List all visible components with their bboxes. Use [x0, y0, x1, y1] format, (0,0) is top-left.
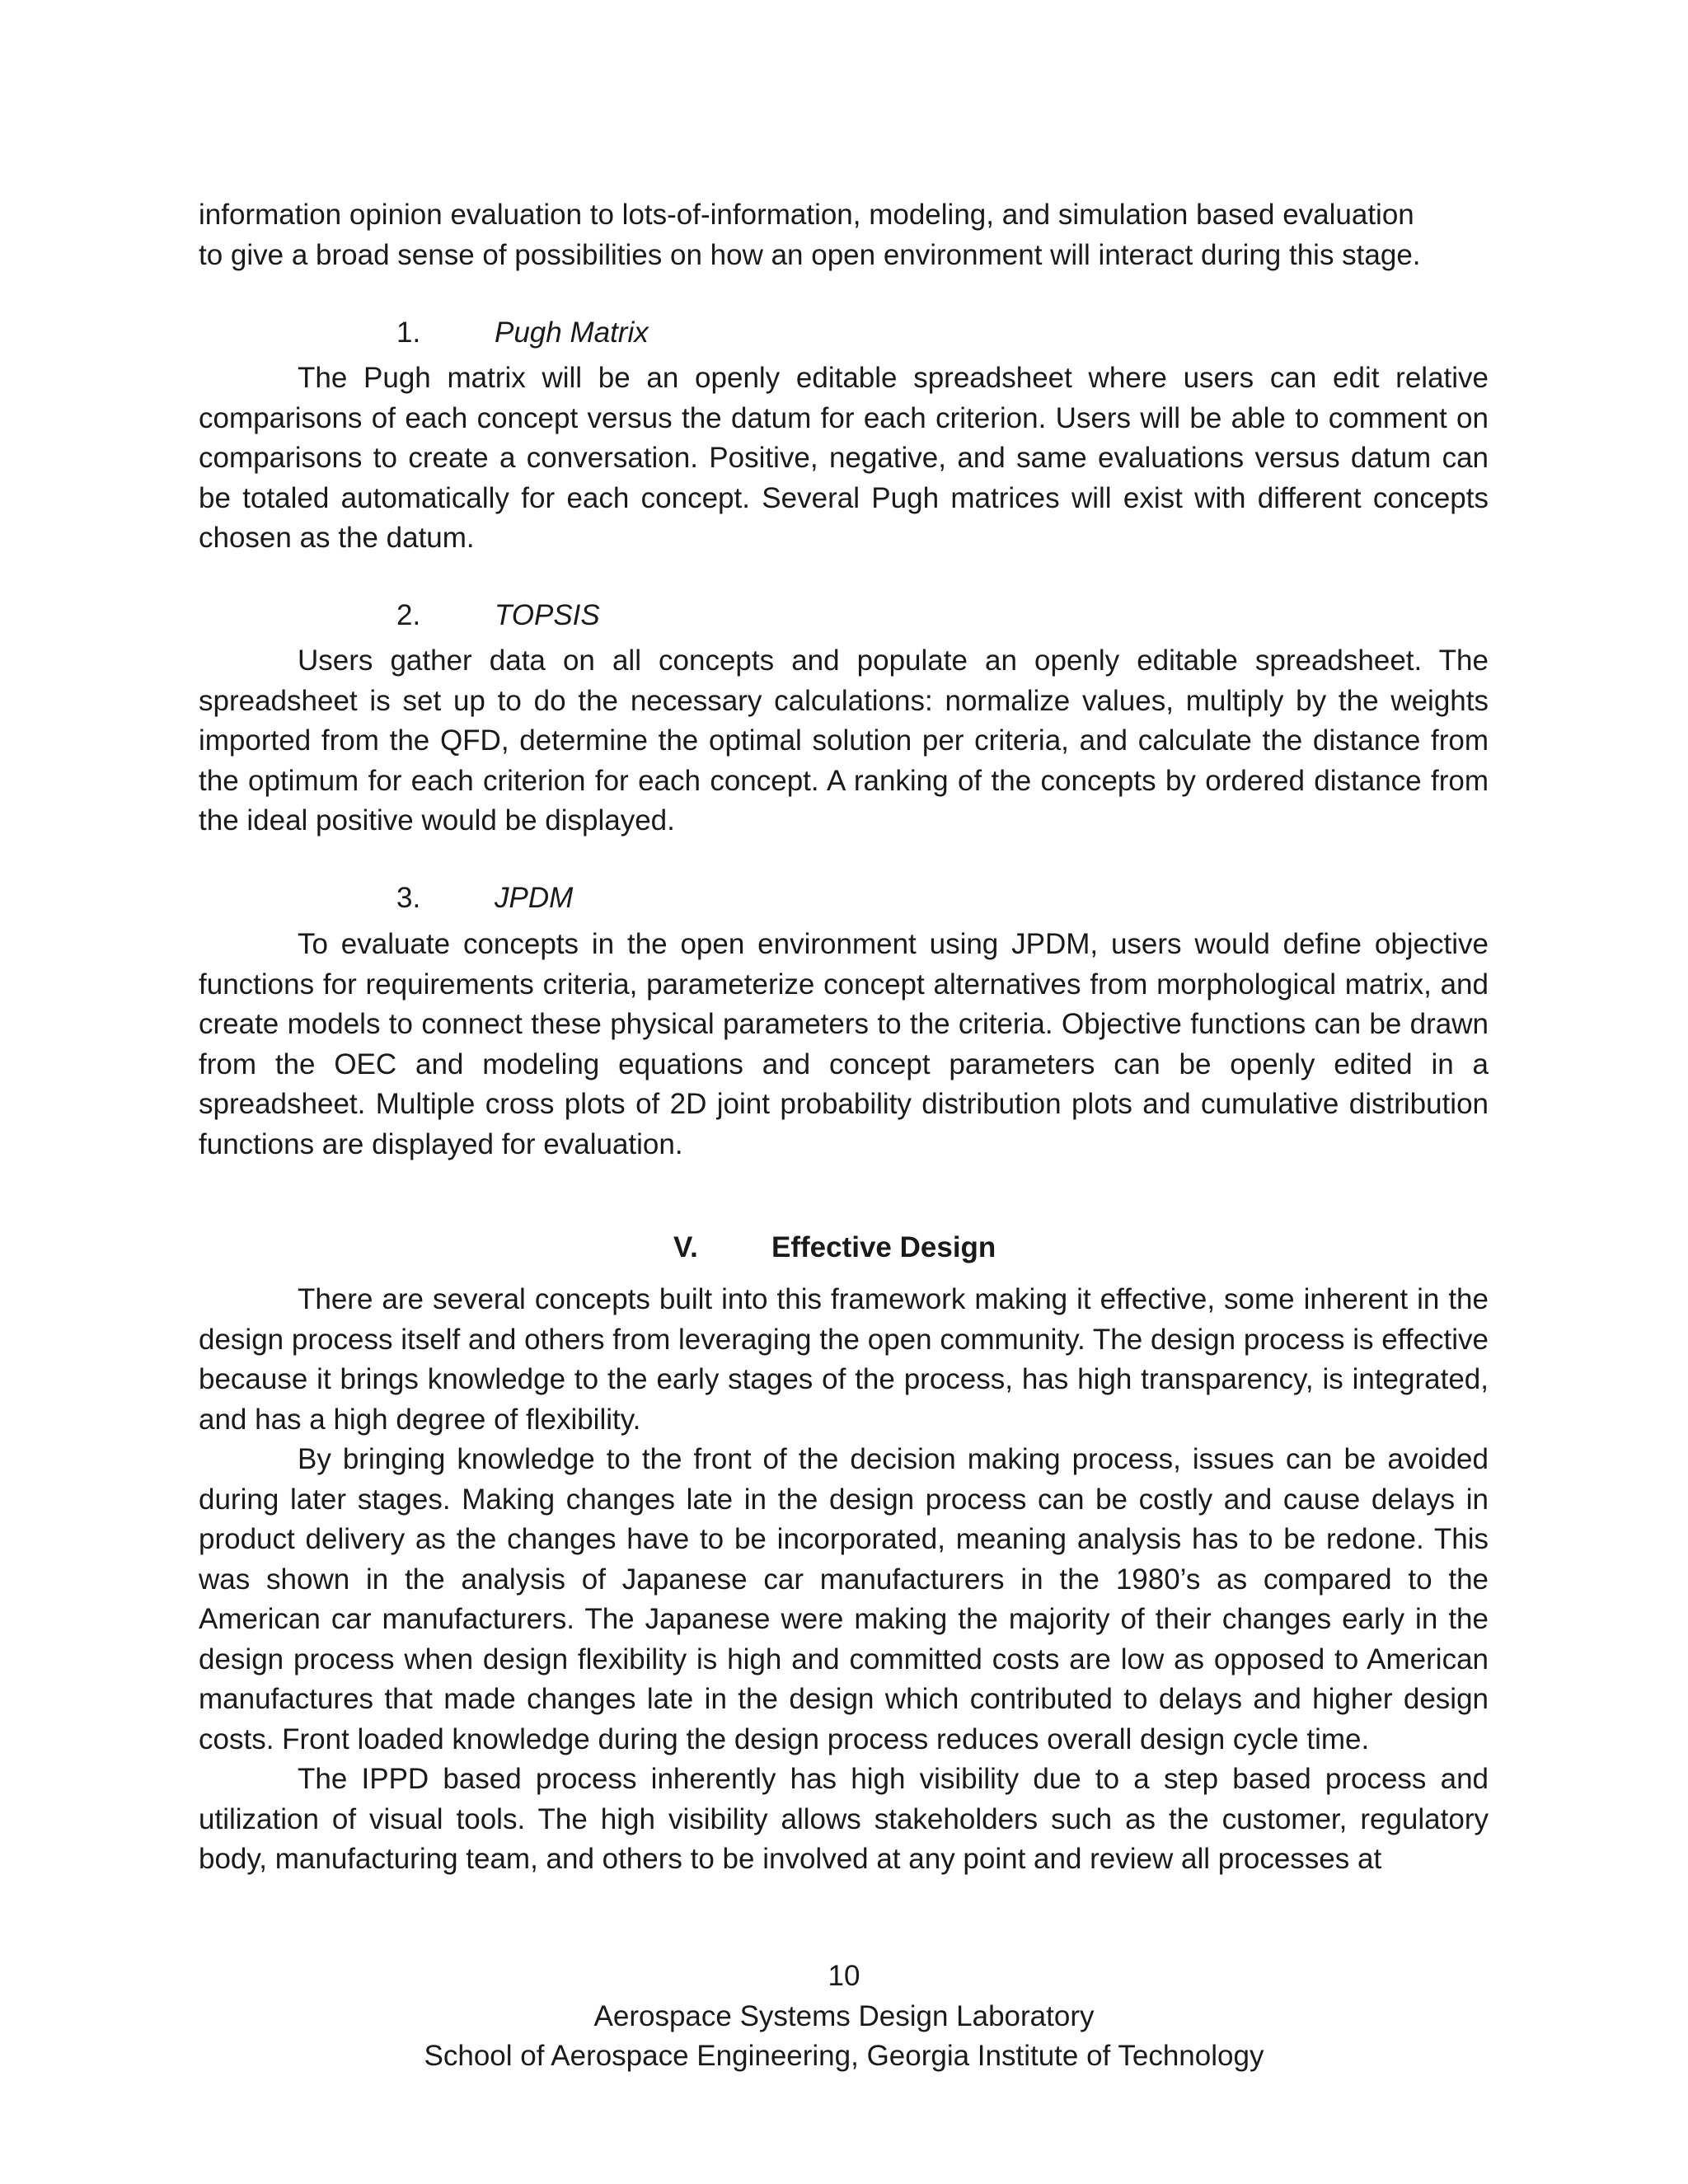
paragraph-text: To evaluate concepts in the open environment using JPDM, users would define objective functions for requirements criteria, parameterize concept alternatives from morphological matrix, and create models to connect these physical parameters to the criteria. Objective functions can be drawn from the OEC and modeling equations and concept parameters can be openly edited in a spreadsheet. Multiple cross plots of 2D joint probability distribution plots and cumulative distribution functions are displayed for evaluation. [199, 928, 1489, 1160]
paragraph-text: By bringing knowledge to the front of the decision making process, issues can be avoided during later stages. Making changes late in the design process can be costly and cause delays in product delivery as the changes have to be incorporated, meaning analysis has to be redone. This was shown in the analysis of Japanese car manufacturers in the 1980’s as compared to the American car manufacturers. The Japanese were making the majority of their changes early in the design process when design flexibility is high and committed costs are low as opposed to American manufactures that made changes late in the design which contributed to delays and higher design costs. Front loaded knowledge during the design process reduces overall design cycle time. [199, 1443, 1489, 1755]
paragraph-text: Users gather data on all concepts and populate an openly editable spreadsheet. The spreadsheet is set up to do the necessary calculations: normalize values, multiply by the weights imported from the QFD, determine the optimal solution per criteria, and calculate the distance from the optimum for each criterion for each concept. A ranking of the concepts by ordered distance from the ideal positive would be displayed. [199, 644, 1489, 837]
intro-line: to give a broad sense of possibilities on how an open environment will interact during this stage. [199, 238, 1421, 271]
intro-line: information opinion evaluation to lots-of-information, modeling, and simulation based evaluation [199, 199, 1414, 231]
pugh-matrix-paragraph [199, 359, 1489, 559]
section-number: V. [673, 1231, 698, 1263]
subsection-title-topsis: TOPSIS [495, 599, 600, 631]
paragraph-text: The Pugh matrix will be an openly editable spreadsheet where users can edit relative comparisons of each concept versus the datum for each criterion. Users will be able to comment on comparisons to create a conversation. Positive, negative, and same evaluations versus datum can be totaled automatically for each concept. Several Pugh matrices will exist with different concepts chosen as the datum. [199, 362, 1489, 554]
subsection-number: 2. [396, 599, 421, 631]
intro-paragraph [199, 195, 1489, 275]
paragraph-text: There are several concepts built into this framework making it effective, some inherent in the design process itself and others from leveraging the open community. The design process is effective because it brings knowledge to the early stages of the process, has high transparency, is integrated, and has a high degree of flexibility. [199, 1283, 1489, 1436]
footer-lab-name: Aerospace Systems Design Laboratory [593, 1999, 1095, 2032]
effective-design-body [199, 1280, 1489, 1880]
topsis-paragraph [199, 641, 1489, 841]
page-number: 10 [828, 1960, 860, 1992]
jpdm-paragraph [199, 925, 1489, 1165]
paragraph-text: The IPPD based process inherently has high visibility due to a step based process and utilization of visual tools. The high visibility allows stakeholders such as the customer, regulatory body, manufacturing team, and others to be involved at any point and review all processes at [199, 1763, 1489, 1875]
subsection-title-jpdm: JPDM [495, 882, 574, 914]
subsection-number: 3. [396, 882, 421, 914]
footer-school-name: School of Aerospace Engineering, Georgia Institute of Technology [424, 2040, 1264, 2072]
subsection-number: 1. [396, 316, 421, 349]
subsection-title-pugh-matrix: Pugh Matrix [495, 316, 649, 349]
section-title-effective-design: Effective Design [771, 1231, 996, 1263]
page-footer [0, 1957, 1688, 2077]
